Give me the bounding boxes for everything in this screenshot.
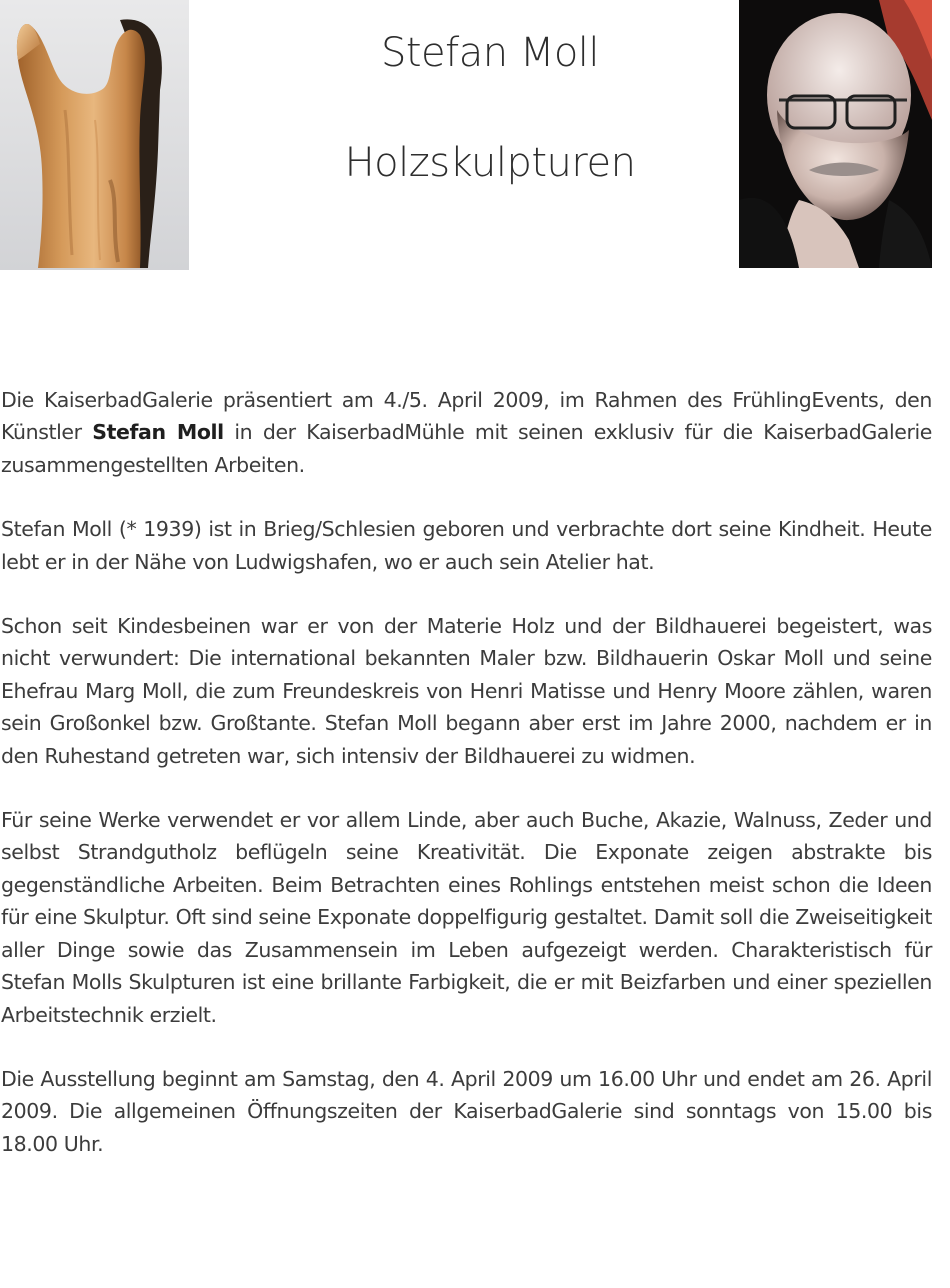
paragraph-background: Schon seit Kindesbeinen war er von der Materie Holz und der Bildhauerei begeistert, was nicht verwundert: Die international bekannten Maler bzw. Bildhauerin Oskar Moll und seine Ehefrau Marg Moll, die zum Freundeskreis von Henri Matisse und Henry Moore zählen, waren sein Großonkel bzw. Großtante. Stefan Moll begann aber erst im Jahre 2000, nachdem er in den Ruhestand getreten war, sich intensiv der Bildhauerei zu widmen.: [1, 614, 932, 768]
intro-text-start: Die KaiserbadGalerie präsentiert am 4./5. April 2009, im Rahmen des FrühlingEvents, den Künstler: [1, 388, 932, 445]
page-title: Stefan Moll: [380, 30, 600, 76]
header: [0, 0, 950, 272]
paragraph-exhibition-dates: Die Ausstellung beginnt am Samstag, den 4. April 2009 um 16.00 Uhr und endet am 26. April 2009. Die allgemeinen Öffnungszeiten der KaiserbadGalerie sind sonntags von 15.00 bis 18.00 Uhr.: [1, 1066, 932, 1156]
artist-name-bold: Stefan Moll: [92, 420, 224, 445]
intro-text-end: in der KaiserbadMühle mit seinen exklusiv für die KaiserbadGalerie zusammengestellten Arbeiten.: [1, 420, 933, 477]
portrait-image: [739, 0, 932, 268]
sculpture-image: [0, 0, 189, 270]
article-body: [1, 384, 932, 1192]
page-subtitle: Holzskulpturen: [344, 140, 636, 186]
paragraph-works: Für seine Werke verwendet er vor allem Linde, aber auch Buche, Akazie, Walnuss, Zeder und selbst Strandgutholz beflügeln seine Kreativität. Die Exponate zeigen abstrakte bis gegenständliche Arbeiten. Beim Betrachten eines Rohlings entstehen meist schon die Ideen für eine Skulptur. Oft sind seine Exponate doppelfigurig gestaltet. Damit soll die Zweiseitigkeit aller Dinge sowie das Zusammensein im Leben aufgezeigt werden. Charakteristisch für Stefan Molls Skulpturen ist eine brillante Farbigkeit, die er mit Beizfarben und einer speziellen Arbeitstechnik erzielt.: [1, 808, 932, 1027]
paragraph-biography: Stefan Moll (* 1939) ist in Brieg/Schlesien geboren und verbrachte dort seine Kindheit. Heute lebt er in der Nähe von Ludwigshafen, wo er auch sein Atelier hat.: [1, 517, 932, 574]
paragraph-intro: [1, 384, 932, 481]
